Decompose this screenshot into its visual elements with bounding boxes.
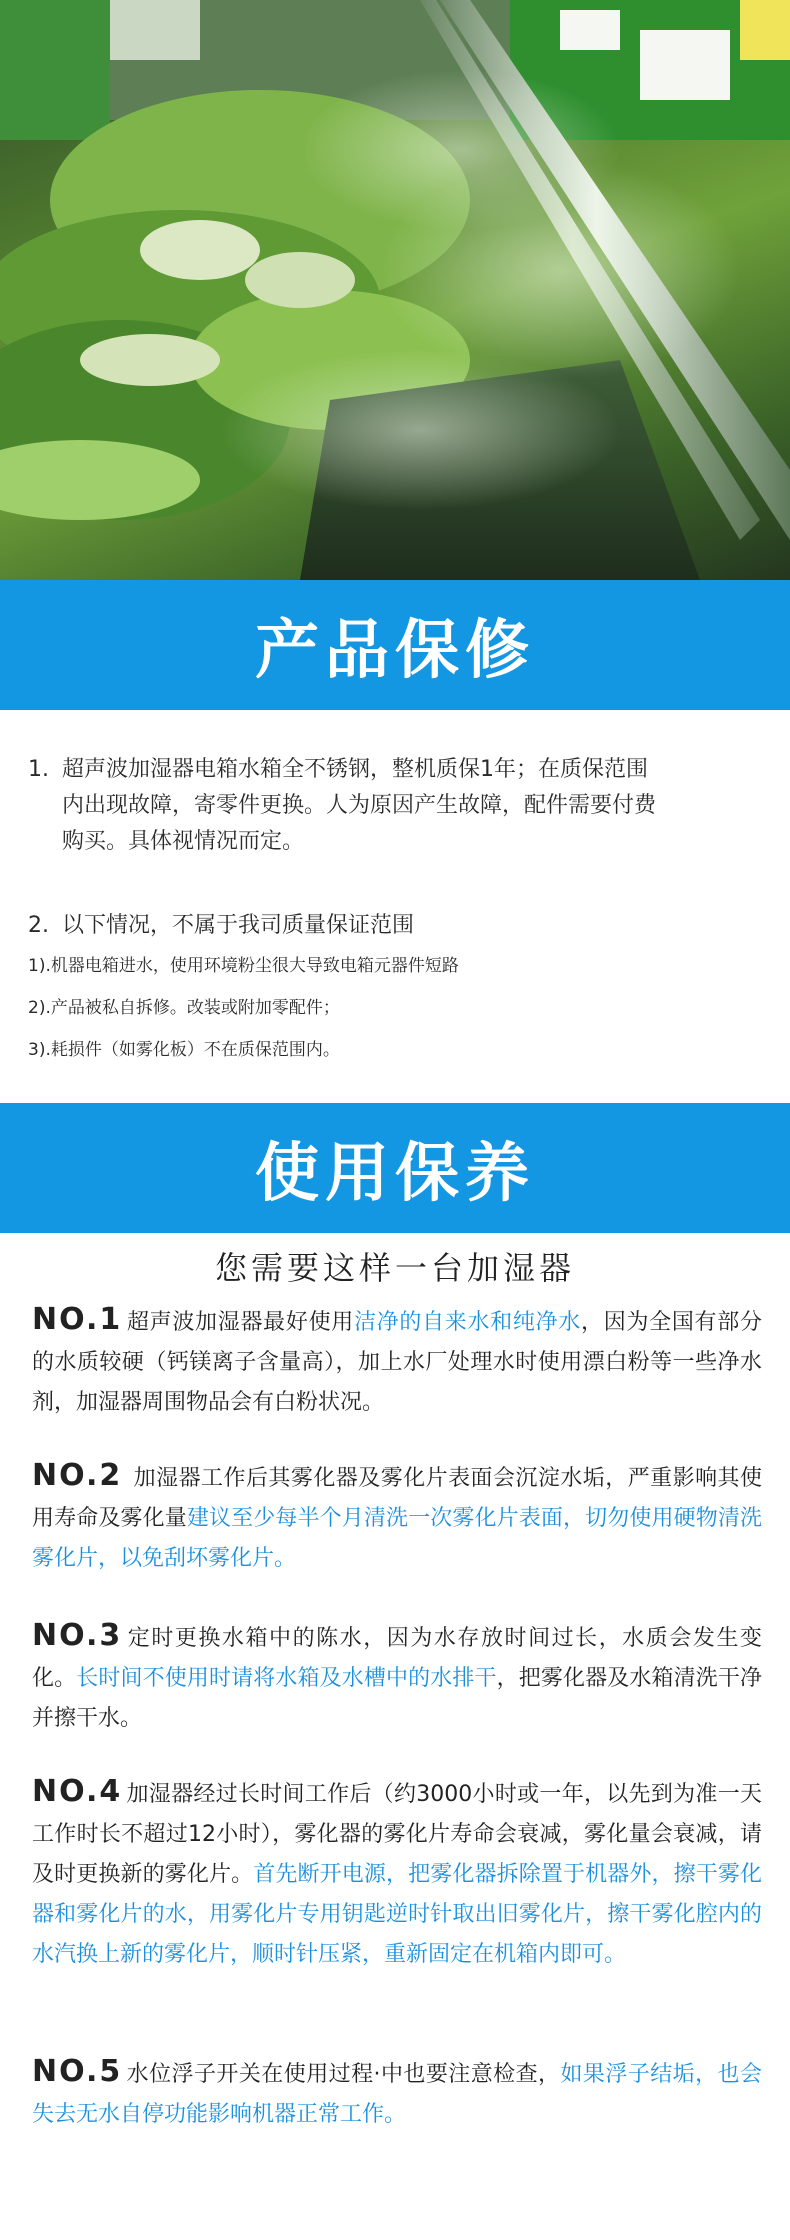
item-text-continued: ，把雾化器及水箱清洗干净并擦干水。	[32, 1666, 762, 1731]
warranty-sub-1: 1).机器电箱进水，使用环境粉尘很大导致电箱元器件短路	[28, 956, 459, 976]
maintenance-item-2	[32, 1456, 762, 1579]
maintenance-subtitle: 您需要这样一台加湿器	[214, 1249, 575, 1287]
warranty-item-2-text: 以下情况，不属于我司质量保证范围	[62, 913, 415, 938]
item-highlight: 洁净的自来水和纯净水	[353, 1310, 582, 1335]
item-number: NO.4	[32, 1774, 123, 1809]
warranty-item-1-num: 1.	[28, 757, 49, 782]
warranty-item-2-num: 2.	[28, 913, 49, 938]
warranty-title: 产品保修	[255, 614, 535, 688]
item-text: 定时更换水箱中的陈水，因为水存放时间过长，水质会发生变化。	[32, 1626, 762, 1691]
item-highlight: 首先断开电源，把雾化器拆除置于机器外，擦干雾化器和雾化片的水，用雾化片专用钥匙逆时针取出旧雾化片，擦干雾化腔内的水汽换上新的雾化片，顺时针压紧，重新固定在机箱内即可。	[32, 1862, 762, 1967]
warranty-item-1	[28, 752, 768, 860]
warranty-banner	[0, 580, 790, 710]
item-text: 加湿器工作后其雾化器及雾化片表面会沉淀水垢，严重影响其使用寿命及雾化量	[32, 1466, 762, 1531]
maintenance-item-5	[32, 2052, 762, 2135]
item-highlight: 建议至少每半个月清洗一次雾化片表面，切勿使用硬物清洗雾化片，以免刮坏雾化片。	[32, 1506, 762, 1571]
maintenance-banner	[0, 1103, 790, 1233]
item-text: 超声波加湿器最好使用	[126, 1310, 354, 1335]
item-number: NO.5	[32, 2054, 123, 2089]
maintenance-item-1	[32, 1300, 762, 1423]
warranty-item-1-line1: 超声波加湿器电箱水箱全不锈钢，整机质保1年；在质保范围	[62, 757, 648, 782]
maintenance-item-3	[32, 1616, 762, 1739]
hero-photo	[0, 0, 790, 580]
item-text: 加湿器经过长时间工作后（约3000小时或一年，以先到为准一天工作时长不超过12小时），雾化器的雾化片寿命会衰减，雾化量会衰减，请及时更换新的雾化片。	[32, 1782, 762, 1887]
warranty-sub-3: 3).耗损件（如雾化板）不在质保范围内。	[28, 1040, 340, 1060]
warranty-item-2	[28, 908, 768, 944]
warranty-sub-2: 2).产品被私自拆修。改装或附加零配件；	[28, 998, 340, 1018]
maintenance-item-4	[32, 1772, 762, 1975]
item-highlight: 长时间不使用时请将水箱及水槽中的水排干	[76, 1666, 497, 1691]
vegetable-display-illustration	[0, 0, 790, 580]
item-text-continued: ，因为全国有部分的水质较硬（钙镁离子含量高），加上水厂处理水时使用漂白粉等一些净水剂，加湿器周围物品会有白粉状况。	[32, 1310, 762, 1415]
warranty-item-1-line3: 购买。具体视情况而定。	[62, 829, 305, 854]
item-number: NO.2	[32, 1458, 123, 1493]
maintenance-title: 使用保养	[255, 1137, 535, 1211]
item-highlight: 如果浮子结垢，也会失去无水自停功能影响机器正常工作。	[32, 2062, 762, 2127]
warranty-item-1-line2: 内出现故障，寄零件更换。人为原因产生故障，配件需要付费	[62, 793, 657, 818]
warranty-section	[0, 710, 790, 1103]
item-number: NO.3	[32, 1618, 123, 1653]
item-text: 水位浮子开关在使用过程·中也要注意检查，	[126, 2062, 561, 2087]
item-number: NO.1	[32, 1302, 123, 1337]
